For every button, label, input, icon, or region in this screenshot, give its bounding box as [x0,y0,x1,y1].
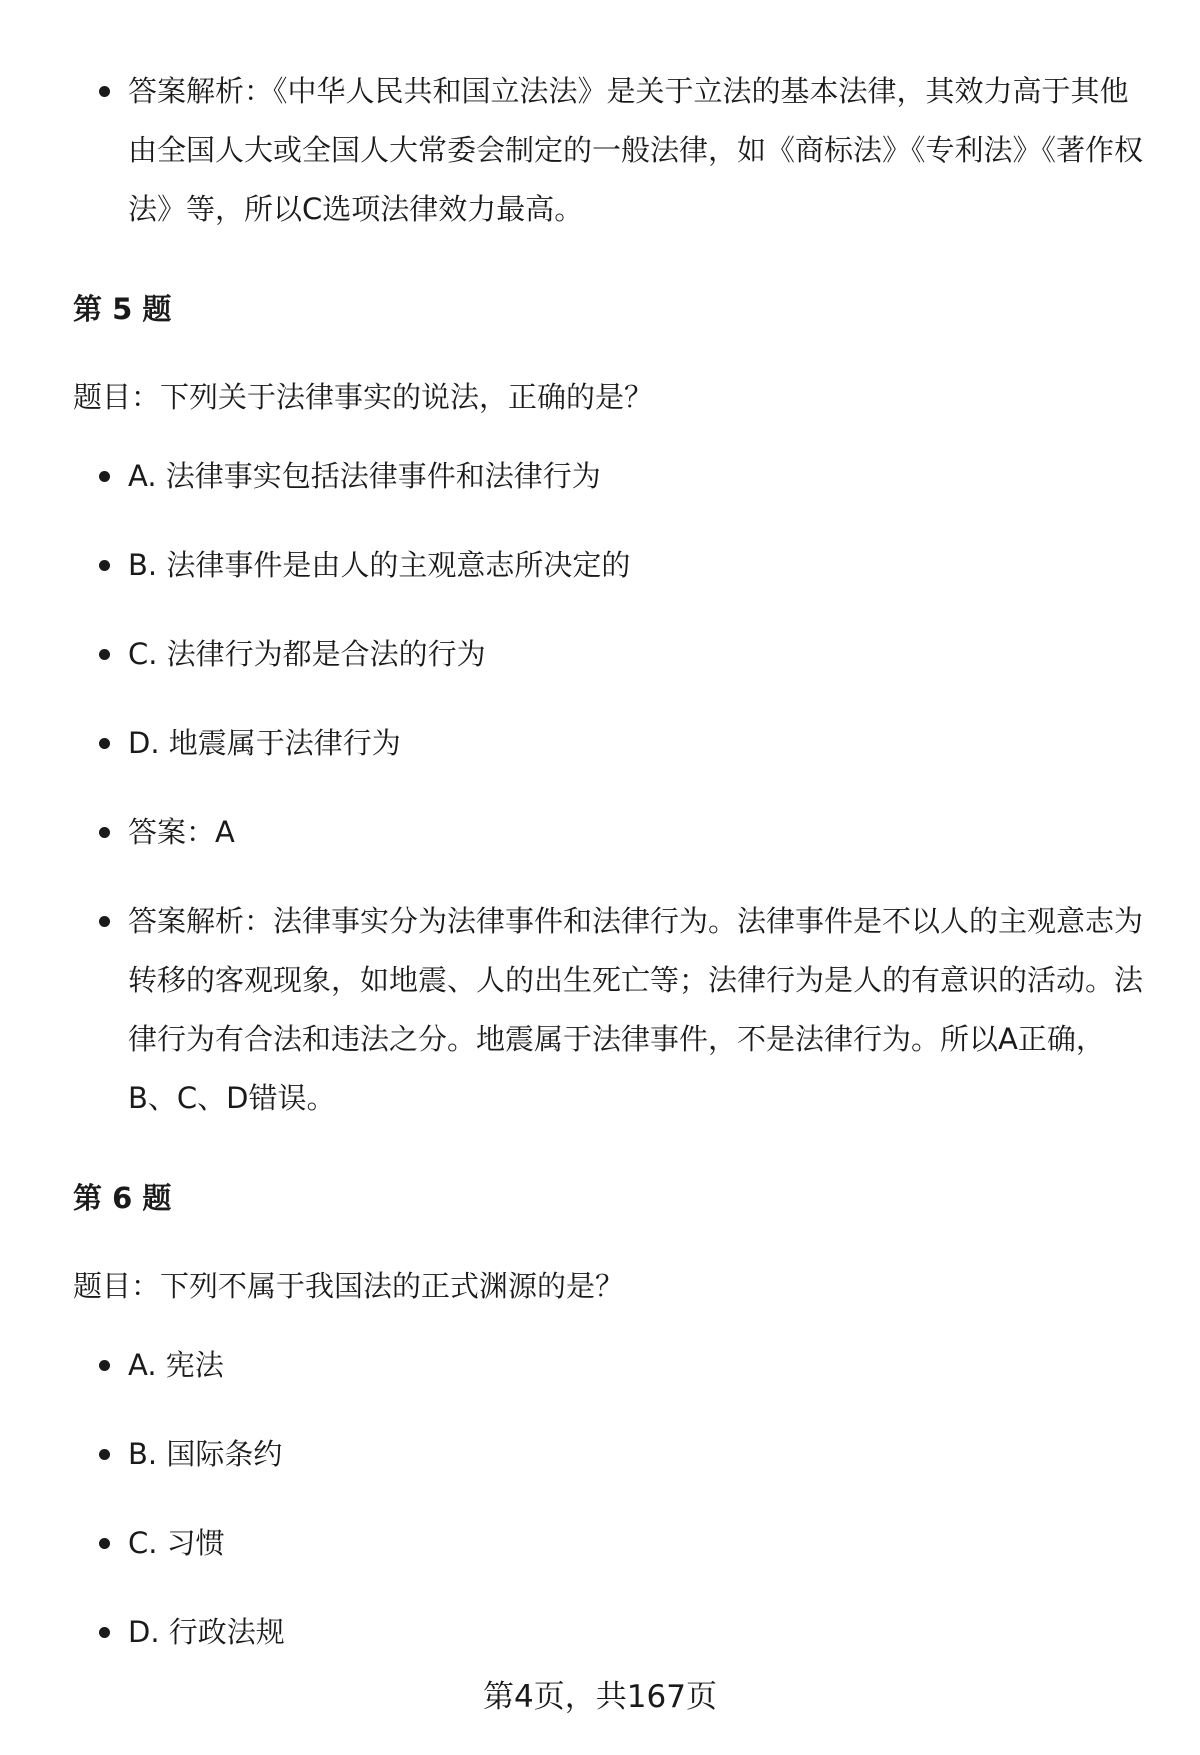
bullet-dot [99,1360,110,1371]
answer-text: 答案：A [128,815,235,849]
analysis-text: 答案解析：《中华人民共和国立法法》是关于立法的基本法律，其效力高于其他由全国人大或全国人大常委会制定的一般法律，如《商标法》《专利法》《著作权法》等，所以C选项法律效力最高。 [128,74,1144,226]
bullet-dot [99,1627,110,1638]
page-number-footer: 第4页，共167页 [483,1679,717,1715]
bullet-dot [99,916,110,927]
option-text: C. 习惯 [128,1526,225,1560]
option-text: D. 地震属于法律行为 [128,726,401,760]
option-text: D. 行政法规 [128,1615,285,1649]
question-5-analysis [73,892,1143,1128]
bullet-dot [99,1449,110,1460]
bullet-dot [99,1538,110,1549]
bullet-dot [99,86,110,97]
question-6-option-c [73,1514,1143,1573]
question-6-option-b [73,1425,1143,1484]
option-text: B. 国际条约 [128,1437,283,1471]
question-5-heading: 第 5 题 [73,292,172,326]
question-6-text: 题目：下列不属于我国法的正式渊源的是？ [73,1269,625,1303]
option-text: A. 宪法 [128,1348,224,1382]
question-5-option-d [73,714,1143,773]
bullet-dot [99,471,110,482]
bullet-dot [99,560,110,571]
option-text: A. 法律事实包括法律事件和法律行为 [128,459,601,493]
question-5-option-b [73,536,1143,595]
bullet-dot [99,649,110,660]
question-5-text: 题目：下列关于法律事实的说法，正确的是？ [73,380,654,414]
question-6-heading: 第 6 题 [73,1181,172,1215]
question-6-option-d [73,1603,1143,1662]
question-5-option-a [73,447,1143,506]
option-text: C. 法律行为都是合法的行为 [128,637,486,671]
bullet-dot [99,738,110,749]
question-5-answer [73,803,1143,862]
question-6-option-a [73,1336,1143,1395]
page-content [73,62,1143,1662]
analysis-text: 答案解析：法律事实分为法律事件和法律行为。法律事件是不以人的主观意志为转移的客观现象，如地震、人的出生死亡等；法律行为是人的有意识的活动。法律行为有合法和违法之分。地震属于法律事件，不是法律行为。所以A正确，B、C、D错误。 [128,904,1144,1115]
option-text: B. 法律事件是由人的主观意志所决定的 [128,548,631,582]
answer-analysis-prev [73,62,1143,239]
question-5-option-c [73,625,1143,684]
bullet-dot [99,827,110,838]
